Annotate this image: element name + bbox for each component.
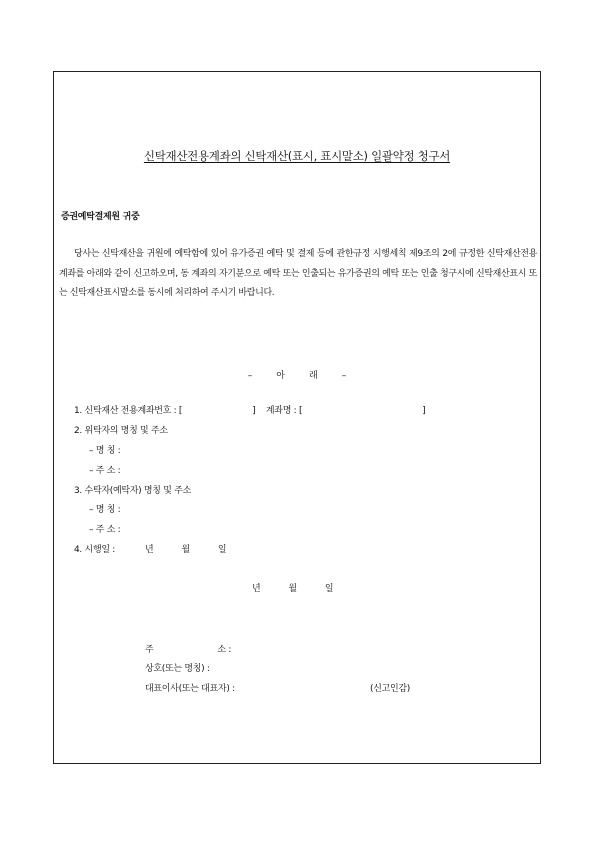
item-1-label: 1. 신탁재산 전용계좌번호 : [ bbox=[74, 406, 183, 416]
item-1-account-name-label: 계좌명 : [ bbox=[265, 406, 303, 416]
document-frame bbox=[53, 71, 541, 764]
signature-address-line bbox=[145, 642, 231, 655]
signature-address-char-1: 주 bbox=[145, 645, 154, 655]
item-1-account-line bbox=[74, 403, 425, 416]
item-1-bracket-close-2: ] bbox=[422, 406, 426, 416]
date-month: 월 bbox=[288, 584, 297, 594]
request-body-text: 당사는 신탁재산을 귀원에 예탁함에 있어 유가증권 예탁 및 결제 등에 관한규정 시행세칙 제9조의 2에 규정한 신탁재산전용계좌를 아래와 같이 신고하오며, 동 계좌의 자기분으로 예탁 또는 인출되는 유가증권의 예탁 또는 인출 청구시에 신탁재산표시 또는 신탁재산표시말소를 동시에 처리하여 주시기 바랍니다. bbox=[59, 249, 537, 298]
request-body-paragraph bbox=[59, 245, 537, 304]
heading-text-1: 아 bbox=[276, 371, 285, 381]
item-3-label: 3. 수탁자(예탁자) 명칭 및 주소 bbox=[74, 486, 191, 496]
heading-dash-right: – bbox=[341, 371, 347, 381]
item-4-month: 월 bbox=[181, 545, 190, 555]
date-day: 일 bbox=[324, 584, 334, 594]
item-4-effective-date bbox=[74, 542, 226, 555]
recipient-line: 증권예탁결제원 귀중 bbox=[61, 212, 140, 222]
section-heading bbox=[54, 368, 540, 381]
signature-address-char-2: 소 : bbox=[217, 645, 232, 655]
item-4-year: 년 bbox=[145, 545, 154, 555]
item-2-address-field: – 주 소 : bbox=[89, 466, 121, 476]
heading-text-2: 래 bbox=[309, 371, 318, 381]
signature-representative-line bbox=[145, 681, 235, 694]
document-title: 신탁재산전용계좌의 신탁재산(표시, 표시말소) 일괄약정 청구서 bbox=[143, 149, 451, 163]
item-3-name-field: – 명 칭 : bbox=[89, 505, 121, 515]
item-3-address-field: – 주 소 : bbox=[89, 525, 121, 535]
signature-representative-label: 대표이사(또는 대표자) : bbox=[145, 684, 235, 694]
heading-dash-left: – bbox=[247, 371, 253, 381]
item-1-bracket-close: ] bbox=[252, 406, 256, 416]
signature-seal-label: (신고인감) bbox=[370, 684, 410, 694]
document-date-line bbox=[252, 581, 333, 594]
date-year: 년 bbox=[252, 584, 261, 594]
item-2-name-field: – 명 칭 : bbox=[89, 446, 121, 456]
signature-company-line: 상호(또는 명칭) : bbox=[145, 664, 210, 674]
item-2-label: 2. 위탁자의 명칭 및 주소 bbox=[74, 426, 168, 436]
item-4-label: 4. 시행일 : bbox=[74, 545, 116, 555]
item-4-day: 일 bbox=[217, 545, 227, 555]
